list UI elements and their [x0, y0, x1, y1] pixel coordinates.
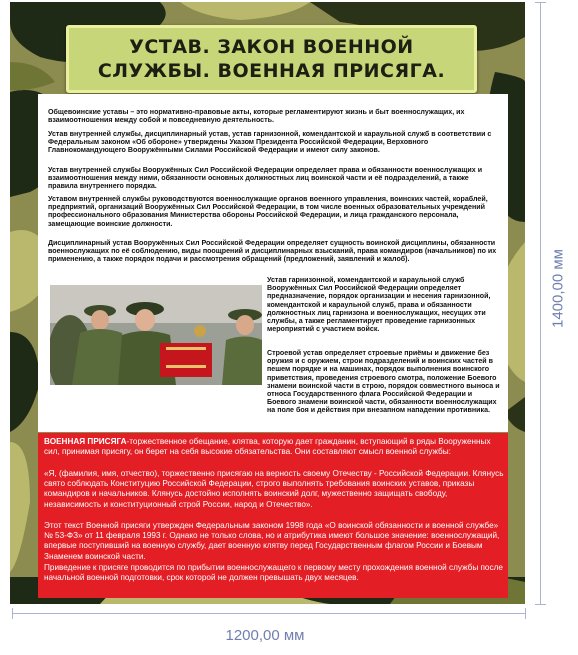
oath-intro-text: -торжественное обещание, клятва, которую дает гражданин, вступающий в ряды Вооруженных сил, принимая присягу, он берет на себя высокие обязательства. Они составляют смысл военной службы:: [44, 437, 491, 457]
oath-law: Этот текст Военной присяги утвержден Федеральным законом 1998 года «О воинской обязанности и военной службе» № 53-ФЗ» от 11 февраля 1993 г. Однако не только слова, но и атрибутика имеют большое значение: военнослужащий, впервые поступивший на военную службу, дает военную клятву перед Государственным флагом России и Боевым Знаменем воинской части.: [44, 521, 500, 561]
paragraph-internal-service: Устав внутренней службы Вооружённых Сил Российской Федерации определяет права и обязанности военнослужащих и взаимоотношения между ними, обязанности основных должностных лиц воинской части и её подразделений, а также правила внутреннего порядка.: [48, 166, 483, 191]
height-dimension-label: 1400,00 мм: [549, 249, 567, 329]
paragraph-garrison-service: Устав гарнизонной, комендантской и караульной служб Вооружённых Сил Российской Федерации определяет предназначение, порядок организации и несения гарнизонной, комендантской и караульной служб, права и обязанности должностных лиц гарнизона и военнослужащих, несущих эти службы, а также регламентирует проведение гарнизонных мероприятий с участием войск.: [267, 276, 491, 334]
paragraph-drill-regulations: Строевой устав определяет строевые приёмы и движение без оружия и с оружием, строи подразделений и воинских частей в пешем порядке и на машинах, порядок выполнения воинского приветствия, проведения строевого смотра, положение Боевого знамени воинской части в строю, порядок совместного выноса и относа Государственного флага Российской Федерации и Боевого знамени воинской части, обязанности военнослужащих на поле боя и действия при внезапном нападении противника.: [267, 349, 500, 415]
height-dimension-tick-top: [535, 2, 546, 3]
content-panel: [38, 94, 508, 432]
paragraph-who-follows: Уставом внутренней службы руководствуются военнослужащие органов военного управления, воинских частей, кораблей, предприятий, организаций Вооружённых Сил Российской Федерации, в том числе военных образовательных учреждений профессионального образования Министерства обороны Российской Федерации, и лица гражданского персонала, замещающие воинские должности.: [48, 195, 488, 228]
soldiers-illustration: [50, 285, 262, 385]
width-dimension-tick-right: [525, 608, 526, 619]
height-dimension-line: [540, 2, 541, 604]
poster: [10, 2, 525, 604]
title-line-1: УСТАВ. ЗАКОН ВОЕННОЙ: [129, 36, 414, 58]
oath-text: «Я, (фамилия, имя, отчество), торжественно присягаю на верность своему Отечеству - Российской Федерации. Клянусь свято соблюдать Конституцию Российской Федерации, строго выполнять требования воинских уставов, приказы командиров и начальников. Клянусь достойно исполнять воинский долг, мужественно защищать свободу, независимость и конституционный строй России, народ и Отечество».: [44, 469, 504, 509]
oath-intro: [44, 437, 504, 457]
paragraph-disciplinary: Дисциплинарный устав Вооружённых Сил Российской Федерации определяет сущность воинской дисциплины, обязанности военнослужащих по её соблюдению, виды поощрений и дисциплинарных взысканий, права командиров (начальников) по их применению, а также порядок подачи и рассмотрения обращений (предложений, заявлений и жалоб).: [48, 239, 497, 264]
poster-title: [66, 25, 477, 93]
height-dimension-tick-bottom: [535, 604, 546, 605]
title-line-2: СЛУЖБЫ. ВОЕННАЯ ПРИСЯГА.: [97, 60, 446, 82]
paragraph-regulations-approval: Устав внутренней службы, дисциплинарный устав, устав гарнизонной, комендантской и караульной служб в соответствии с Федеральным законом «Об обороне» утверждены Указом Президента Российской Федерации, Верховного Главнокомандующего Вооружёнными Силами Российской Федерации и имеют силу законов.: [48, 130, 492, 155]
width-dimension-line: [12, 613, 526, 614]
military-oath-panel: [38, 433, 508, 598]
width-dimension-tick-left: [12, 608, 13, 619]
oath-procedure: Приведение к присяге проводится по прибытии военнослужащего к первому месту прохождения военной службы после начальной военной подготовки, срок которой не должен превышать двух месяцев.: [44, 563, 503, 583]
paragraph-general-regulations: Общевоинские уставы – это нормативно-правовые акты, которые регламентируют жизнь и быт военнослужащих, их взаимоотношения между собой и повседневную деятельность.: [48, 108, 465, 125]
soldiers-oath-photo: [50, 285, 262, 385]
width-dimension-label: 1200,00 мм: [225, 627, 305, 644]
oath-heading: ВОЕННАЯ ПРИСЯГА: [44, 437, 127, 446]
